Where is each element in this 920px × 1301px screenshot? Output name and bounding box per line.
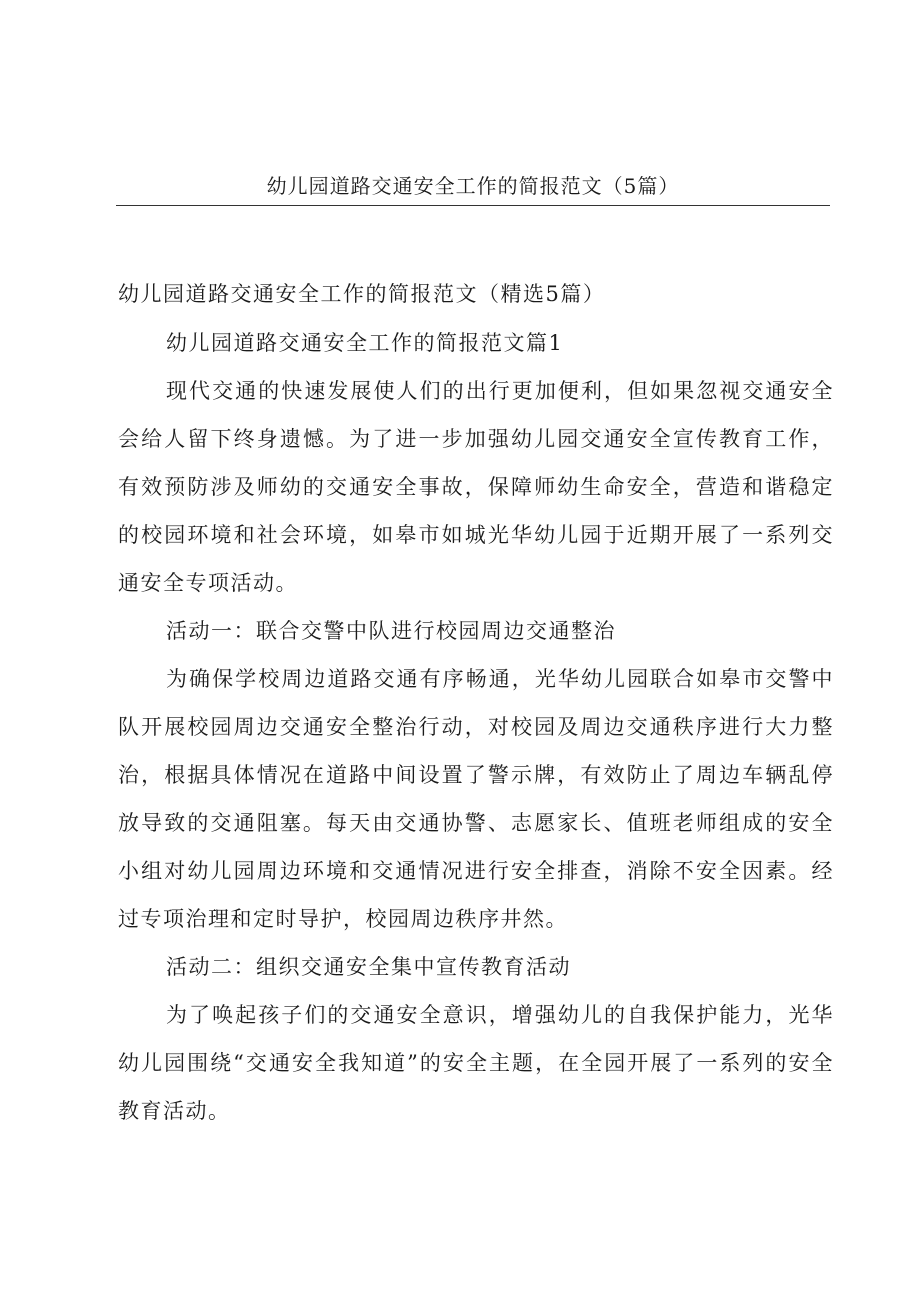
- page-header-title: 幼儿园道路交通安全工作的简报范文（5篇）: [266, 174, 680, 198]
- header-divider: [116, 205, 830, 206]
- document-main-title: 幼儿园道路交通安全工作的简报范文（精选5篇）: [118, 282, 606, 306]
- activity-two-heading: 活动二：组织交通安全集中宣传教育活动: [166, 955, 571, 979]
- document-body: [118, 270, 834, 1135]
- section-title: 幼儿园道路交通安全工作的简报范文篇1: [166, 331, 564, 355]
- activity-one-heading: 活动一：联合交警中队进行校园周边交通整治: [166, 619, 616, 643]
- paragraph-activity-one: 为确保学校周边道路交通有序畅通，光华幼儿园联合如皋市交警中队开展校园周边交通安全整治行动，对校园及周边交通秩序进行大力整治，根据具体情况在道路中间设置了警示牌，有效防止了周边车辆乱停放导致的交通阻塞。每天由交通协警、志愿家长、值班老师组成的安全小组对幼儿园周边环境和交通情况进行安全排查，消除不安全因素。经过专项治理和定时导护，校园周边秩序井然。: [118, 667, 834, 931]
- paragraph-intro: 现代交通的快速发展使人们的出行更加便利，但如果忽视交通安全会给人留下终身遗憾。为了进一步加强幼儿园交通安全宣传教育工作，有效预防涉及师幼的交通安全事故，保障师幼生命安全，营造和谐稳定的校园环境和社会环境，如皋市如城光华幼儿园于近期开展了一系列交通安全专项活动。: [118, 379, 834, 595]
- paragraph-activity-two: 为了唤起孩子们的交通安全意识，增强幼儿的自我保护能力，光华幼儿园围绕“交通安全我知道”的安全主题，在全园开展了一系列的安全教育活动。: [118, 1003, 834, 1123]
